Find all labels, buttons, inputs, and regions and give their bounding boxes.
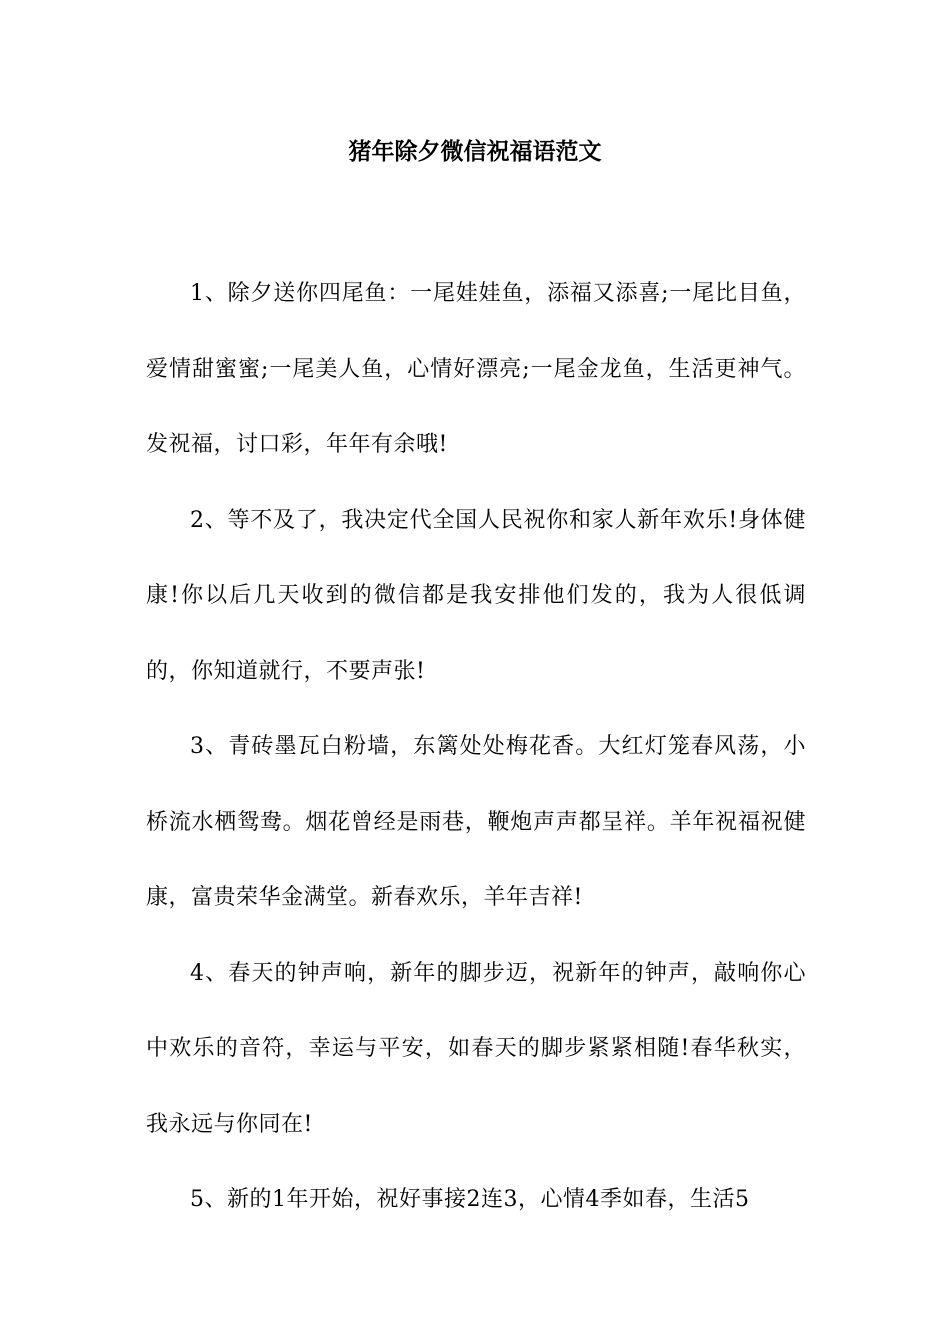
paragraph-4: 4、春天的钟声响，新年的脚步迈，祝新年的钟声，敲响你心中欢乐的音符，幸运与平安，如春天的脚步紧紧相随!春华秋实，我永远与你同在!	[146, 960, 806, 1137]
paragraph-3: 3、青砖墨瓦白粉墙，东篱处处梅花香。大红灯笼春风荡，小桥流水栖鸳鸯。烟花曾经是雨巷，鞭炮声声都呈祥。羊年祝福祝健康，富贵荣华金满堂。新春欢乐，羊年吉祥!	[146, 734, 806, 910]
paragraph-5: 5、新的1年开始，祝好事接2连3，心情4季如春，生活5	[190, 1187, 750, 1212]
document-body	[146, 256, 806, 1238]
paragraph-2: 2、等不及了，我决定代全国人民祝你和家人新年欢乐!身体健康!你以后几天收到的微信都是我安排他们发的，我为人很低调的，你知道就行，不要声张!	[146, 507, 806, 684]
paragraph-1: 1、除夕送你四尾鱼：一尾娃娃鱼，添福又添喜;一尾比目鱼，爱情甜蜜蜜;一尾美人鱼，心情好漂亮;一尾金龙鱼，生活更神气。发祝福，讨口彩，年年有余哦!	[146, 281, 806, 457]
page-title: 猪年除夕微信祝福语范文	[348, 139, 602, 165]
